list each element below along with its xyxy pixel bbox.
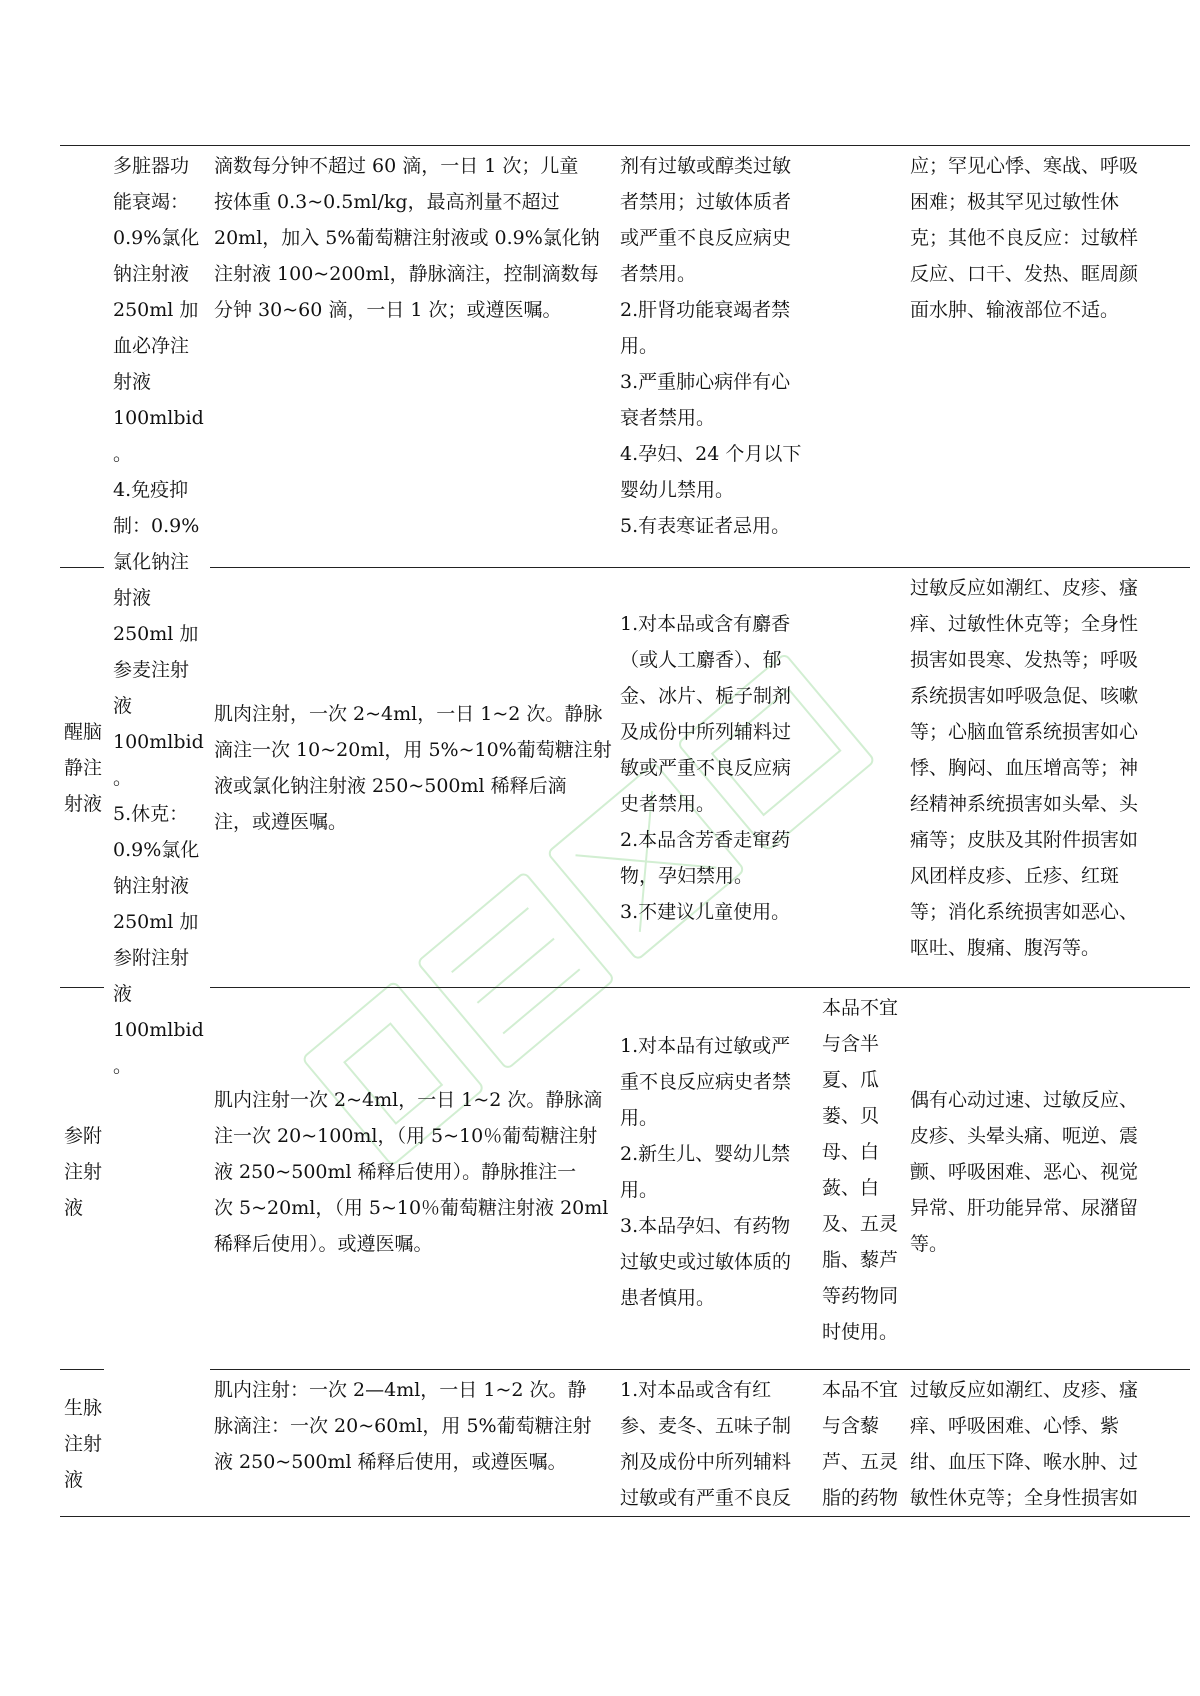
interaction-cell: 本品不宜 与含半 夏、瓜 蒌、贝 母、白 蔹、白 及、五灵 脂、藜芦 等药物同 时使用。 (822, 997, 899, 1343)
table-bottom-rule (60, 1516, 1190, 1517)
contraindication-cell: 1.对本品或含有红 参、麦冬、五味子制 剂及成份中所列辅料 过敏或有严重不良反 (620, 1379, 792, 1509)
row-divider-left (60, 1369, 104, 1370)
interaction-cell: 本品不宜 与含藜 芦、五灵 脂的药物 (822, 1379, 899, 1509)
row-divider-left (60, 567, 104, 568)
drug-name-cell: 生脉 注射 液 (64, 1397, 103, 1491)
usage-column-cell: 多脏器功 能衰竭： 0.9%氯化 钠注射液 250ml 加 血必净注 射液 100mlbid 。 4.免疫抑 制：0.9% 氯化钠注 射液 250ml 加 参麦注射 液 100mlbid 。 5.休克： 0.9%氯化 钠注射液 250ml 加 参附注射 液 100mlbid 。 (113, 155, 204, 1077)
contraindication-cell: 1.对本品有过敏或严 重不良反应病史者禁 用。 2.新生儿、婴幼儿禁 用。 3.本品孕妇、有药物 过敏史或过敏体质的 患者慎用。 (620, 1035, 792, 1309)
row-divider-right (210, 1369, 1190, 1370)
adverse-reaction-cell: 偶有心动过速、过敏反应、 皮疹、头晕头痛、呃逆、震 颤、呼吸困难、恶心、视觉 异常、肝功能异常、尿潴留 等。 (910, 1089, 1139, 1255)
drug-name-cell: 醒脑 静注 射液 (64, 721, 103, 815)
contraindication-cell: 剂有过敏或醇类过敏 者禁用；过敏体质者 或严重不良反应病史 者禁用。 2.肝肾功能衰竭者禁 用。 3.严重肺心病伴有心 衰者禁用。 4.孕妇、24 个月以下 婴幼儿禁用。 5.有表寒证者忌用。 (620, 155, 802, 537)
dosage-cell: 肌肉注射，一次 2~4ml，一日 1~2 次。静脉 滴注一次 10~20ml，用 5%~10%葡萄糖注射 液或氯化钠注射液 250~500ml 稀释后滴 注，或遵医嘱。 (214, 703, 612, 833)
contraindication-cell: 1.对本品或含有麝香 （或人工麝香）、郁 金、冰片、栀子制剂 及成份中所列辅料过 敏或严重不良反应病 史者禁用。 2.本品含芳香走窜药 物，孕妇禁用。 3.不建议儿童使用。 (620, 613, 792, 923)
adverse-reaction-cell: 过敏反应如潮红、皮疹、瘙 痒、呼吸困难、心悸、紫 绀、血压下降、喉水肿、过 敏性休克等；全身性损害如 (910, 1379, 1139, 1509)
adverse-reaction-cell: 应；罕见心悸、寒战、呼吸 困难；极其罕见过敏性休 克；其他不良反应：过敏样 反应、口干、发热、眶周颜 面水肿、输液部位不适。 (910, 155, 1139, 321)
dosage-cell: 滴数每分钟不超过 60 滴，一日 1 次；儿童 按体重 0.3~0.5ml/kg，最高剂量不超过 20ml，加入 5%葡萄糖注射液或 0.9%氯化钠 注射液 100~200ml，静脉滴注，控制滴数每 分钟 30~60 滴，一日 1 次；或遵医嘱。 (214, 155, 600, 321)
drug-name-cell: 参附 注射 液 (64, 1125, 103, 1219)
table-top-rule (60, 145, 1190, 146)
row-divider-left (60, 987, 104, 988)
row-divider-right (210, 567, 1190, 568)
adverse-reaction-cell: 过敏反应如潮红、皮疹、瘙 痒、过敏性休克等；全身性 损害如畏寒、发热等；呼吸 系统损害如呼吸急促、咳嗽 等；心脑血管系统损害如心 悸、胸闷、血压增高等；神 经精神系统损害如头晕、头 痛等；皮肤及其附件损害如 风团样皮疹、丘疹、红斑 等；消化系统损害如恶心、 呕吐、腹痛、腹泻等。 (910, 577, 1139, 959)
dosage-cell: 肌内注射一次 2~4ml，一日 1~2 次。静脉滴 注一次 20~100ml，（用 5~10％葡萄糖注射 液 250~500ml 稀释后使用）。静脉推注一 次 5~20ml，（用 5~10％葡萄糖注射液 20ml 稀释后使用）。或遵医嘱。 (214, 1089, 609, 1255)
row-divider-right (210, 987, 1190, 988)
dosage-cell: 肌内注射：一次 2—4ml，一日 1~2 次。静 脉滴注：一次 20~60ml，用 5%葡萄糖注射 液 250~500ml 稀释后使用，或遵医嘱。 (214, 1379, 592, 1473)
